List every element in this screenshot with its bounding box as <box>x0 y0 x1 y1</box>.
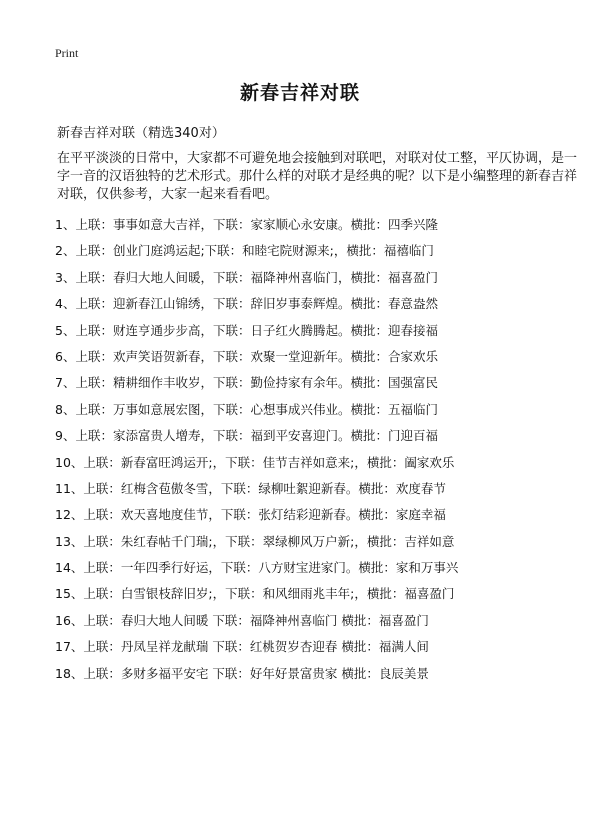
print-link[interactable]: Print <box>55 46 79 60</box>
couplet-item: 13、上联：朱红春帖千门瑞;，下联：翠绿柳风万户新;，横批：吉祥如意 <box>55 533 455 549</box>
couplet-item: 5、上联：财连亨通步步高，下联：日子红火腾腾起。横批：迎春接福 <box>55 322 438 338</box>
couplet-item: 12、上联：欢天喜地度佳节，下联：张灯结彩迎新春。横批：家庭幸福 <box>55 507 446 523</box>
couplet-item: 8、上联：万事如意展宏图，下联：心想事成兴伟业。横批：五福临门 <box>55 401 438 417</box>
couplet-item: 15、上联：白雪银枝辞旧岁;，下联：和风细雨兆丰年;，横批：福喜盈门 <box>55 586 455 602</box>
couplet-item: 16、上联：春归大地人间暖 下联：福降神州喜临门 横批：福喜盈门 <box>55 612 429 628</box>
couplet-item: 3、上联：春归大地人间暖，下联：福降神州喜临门，横批：福喜盈门 <box>55 269 438 285</box>
couplet-item: 17、上联：丹凤呈祥龙献瑞 下联：红桃贺岁杏迎春 横批：福满人间 <box>55 639 429 655</box>
couplet-item: 9、上联：家添富贵人增寿，下联：福到平安喜迎门。横批：门迎百福 <box>55 428 438 444</box>
couplet-item: 10、上联：新春富旺鸿运开;，下联：佳节吉祥如意来;，横批：阖家欢乐 <box>55 454 455 470</box>
couplet-item: 14、上联：一年四季行好运，下联：八方财宝进家门。横批：家和万事兴 <box>55 560 459 576</box>
intro-paragraph: 在平平淡淡的日常中，大家都不可避免地会接触到对联吧，对联对仗工整，平仄协调，是一字一音的汉语独特的艺术形式。那什么样的对联才是经典的呢？以下是小编整理的新春吉祥对联，仅供参考，大家一起来看看吧。 <box>57 151 578 202</box>
page-title: 新春吉祥对联 <box>239 82 360 104</box>
couplet-item: 2、上联：创业门庭鸿运起;下联：和睦宅院财源来;，横批：福禧临门 <box>55 243 434 259</box>
couplet-item: 7、上联：精耕细作丰收岁，下联：勤俭持家有余年。横批：国强富民 <box>55 375 438 391</box>
couplet-item: 1、上联：事事如意大吉祥，下联：家家顺心永安康。横批：四季兴隆 <box>55 217 438 232</box>
subtitle: 新春吉祥对联（精选340对） <box>57 126 225 141</box>
couplet-item: 11、上联：红梅含苞傲冬雪，下联：绿柳吐絮迎新春。横批：欢度春节 <box>55 480 446 496</box>
couplet-item: 6、上联：欢声笑语贺新春，下联：欢聚一堂迎新年。横批：合家欢乐 <box>55 348 438 364</box>
couplet-item: 4、上联：迎新春江山锦绣，下联：辞旧岁事泰辉煌。横批：春意盎然 <box>55 296 438 312</box>
couplet-list <box>55 212 585 687</box>
couplet-item: 18、上联：多财多福平安宅 下联：好年好景富贵家 横批：良辰美景 <box>55 665 429 681</box>
